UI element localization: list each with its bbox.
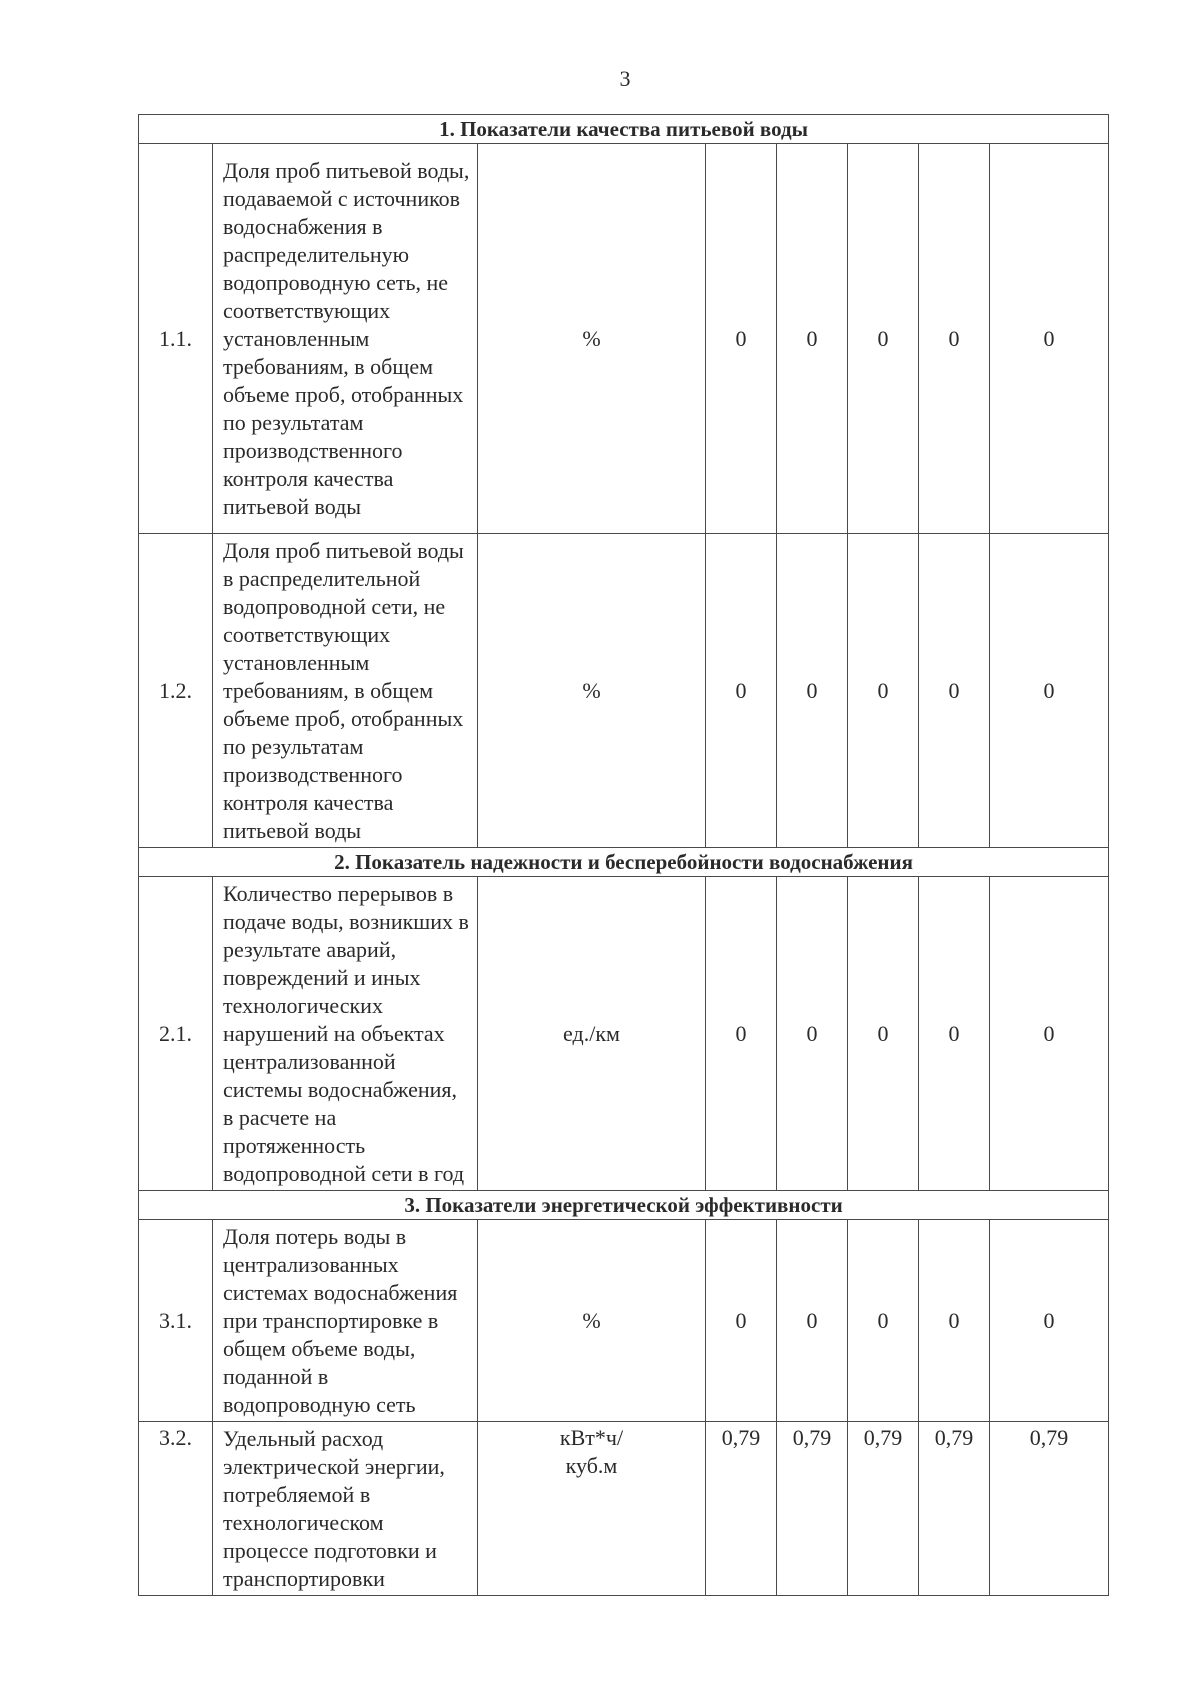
section-title: 1. Показатели качества питьевой воды (139, 115, 1109, 144)
row-description: Доля проб питьевой воды в распределительной водопроводной сети, не соответствующих установленным требованиям, в общем объеме проб, отобранных по результатам производственного контроля качества питьевой воды (213, 534, 478, 848)
row-value: 0,79 (706, 1422, 777, 1596)
row-value: 0 (919, 144, 990, 534)
page-number: 3 (619, 66, 631, 91)
row-value: 0 (919, 1220, 990, 1422)
row-value: 0 (777, 534, 848, 848)
section-header-row (139, 848, 1109, 877)
row-number: 1.1. (139, 144, 213, 534)
row-value: 0,79 (848, 1422, 919, 1596)
row-value: 0,79 (990, 1422, 1109, 1596)
row-value: 0 (706, 534, 777, 848)
table-row (139, 1422, 1109, 1596)
row-value: 0,79 (919, 1422, 990, 1596)
row-value: 0 (848, 144, 919, 534)
section-header-row (139, 1191, 1109, 1220)
row-unit: % (478, 534, 706, 848)
row-description: Доля потерь воды в централизованных системах водоснабжения при транспортировке в общем объеме воды, поданной в водопроводную сеть (213, 1220, 478, 1422)
row-value: 0 (990, 877, 1109, 1191)
row-value: 0 (777, 144, 848, 534)
indicators-table-wrapper (138, 114, 1108, 1596)
row-description: Количество перерывов в подаче воды, возникших в результате аварий, повреждений и иных технологических нарушений на объектах централизованной системы водоснабжения, в расчете на протяженность водопроводной сети в год (213, 877, 478, 1191)
section-header-row (139, 115, 1109, 144)
row-unit: кВт*ч/ куб.м (478, 1422, 706, 1596)
indicators-table (138, 114, 1109, 1596)
row-value: 0 (706, 877, 777, 1191)
row-value: 0 (848, 1220, 919, 1422)
row-value: 0 (706, 144, 777, 534)
row-description: Удельный расход электрической энергии, потребляемой в технологическом процессе подготовки и транспортировки (213, 1422, 478, 1596)
row-value: 0 (919, 534, 990, 848)
row-value: 0 (777, 877, 848, 1191)
table-row (139, 877, 1109, 1191)
table-row (139, 144, 1109, 534)
row-number: 1.2. (139, 534, 213, 848)
row-value: 0 (990, 1220, 1109, 1422)
row-number: 3.1. (139, 1220, 213, 1422)
row-value: 0 (706, 1220, 777, 1422)
row-value: 0 (848, 534, 919, 848)
row-value: 0 (919, 877, 990, 1191)
table-row (139, 534, 1109, 848)
row-value: 0 (777, 1220, 848, 1422)
row-number: 3.2. (139, 1422, 213, 1596)
row-unit: % (478, 1220, 706, 1422)
table-row (139, 1220, 1109, 1422)
row-value: 0 (990, 534, 1109, 848)
row-unit: % (478, 144, 706, 534)
row-value: 0 (990, 144, 1109, 534)
row-number: 2.1. (139, 877, 213, 1191)
row-description: Доля проб питьевой воды, подаваемой с источников водоснабжения в распределительную водопроводную сеть, не соответствующих установленным требованиям, в общем объеме проб, отобранных по результатам производственного контроля качества питьевой воды (213, 144, 478, 534)
row-unit: ед./км (478, 877, 706, 1191)
row-value: 0 (848, 877, 919, 1191)
section-title: 2. Показатель надежности и бесперебойности водоснабжения (139, 848, 1109, 877)
section-title: 3. Показатели энергетической эффективности (139, 1191, 1109, 1220)
row-value: 0,79 (777, 1422, 848, 1596)
